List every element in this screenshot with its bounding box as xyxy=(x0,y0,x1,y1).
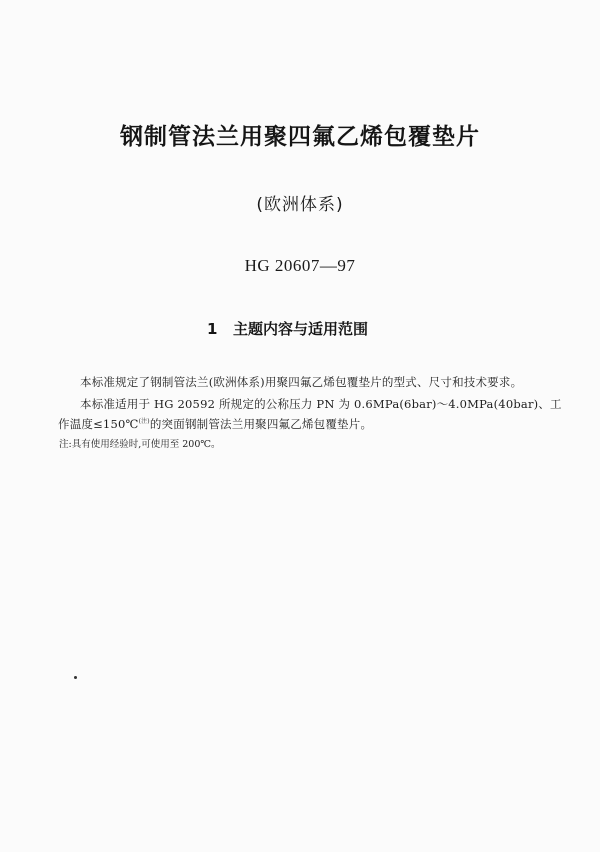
paragraph-scope: 本标准规定了钢制管法兰(欧洲体系)用聚四氟乙烯包覆垫片的型式、尺寸和技术要求。 xyxy=(80,375,523,389)
scan-speck xyxy=(74,676,77,679)
paragraph-applicability-line1: 本标准适用于 HG 20592 所规定的公称压力 PN 为 0.6MPa(6bar)～4.0MPa(40bar)、工 xyxy=(80,397,562,411)
paragraph-applicability-line2-end: 的突面钢制管法兰用聚四氟乙烯包覆垫片。 xyxy=(149,417,373,431)
document-title: 钢制管法兰用聚四氟乙烯包覆垫片 xyxy=(120,124,480,150)
section-heading xyxy=(207,318,368,339)
standard-code: HG 20607—97 xyxy=(244,256,356,275)
section-title: 主题内容与适用范围 xyxy=(233,320,369,338)
document-subtitle: (欧洲体系) xyxy=(256,195,344,215)
paragraph-applicability-line2-start: 作温度≤150℃ xyxy=(58,417,139,431)
section-number: 1 xyxy=(207,320,218,338)
paragraph-applicability-line2 xyxy=(58,416,372,432)
note-reference-mark: (注) xyxy=(138,418,150,425)
footnote: 注:具有使用经验时,可使用至 200℃。 xyxy=(59,439,221,450)
